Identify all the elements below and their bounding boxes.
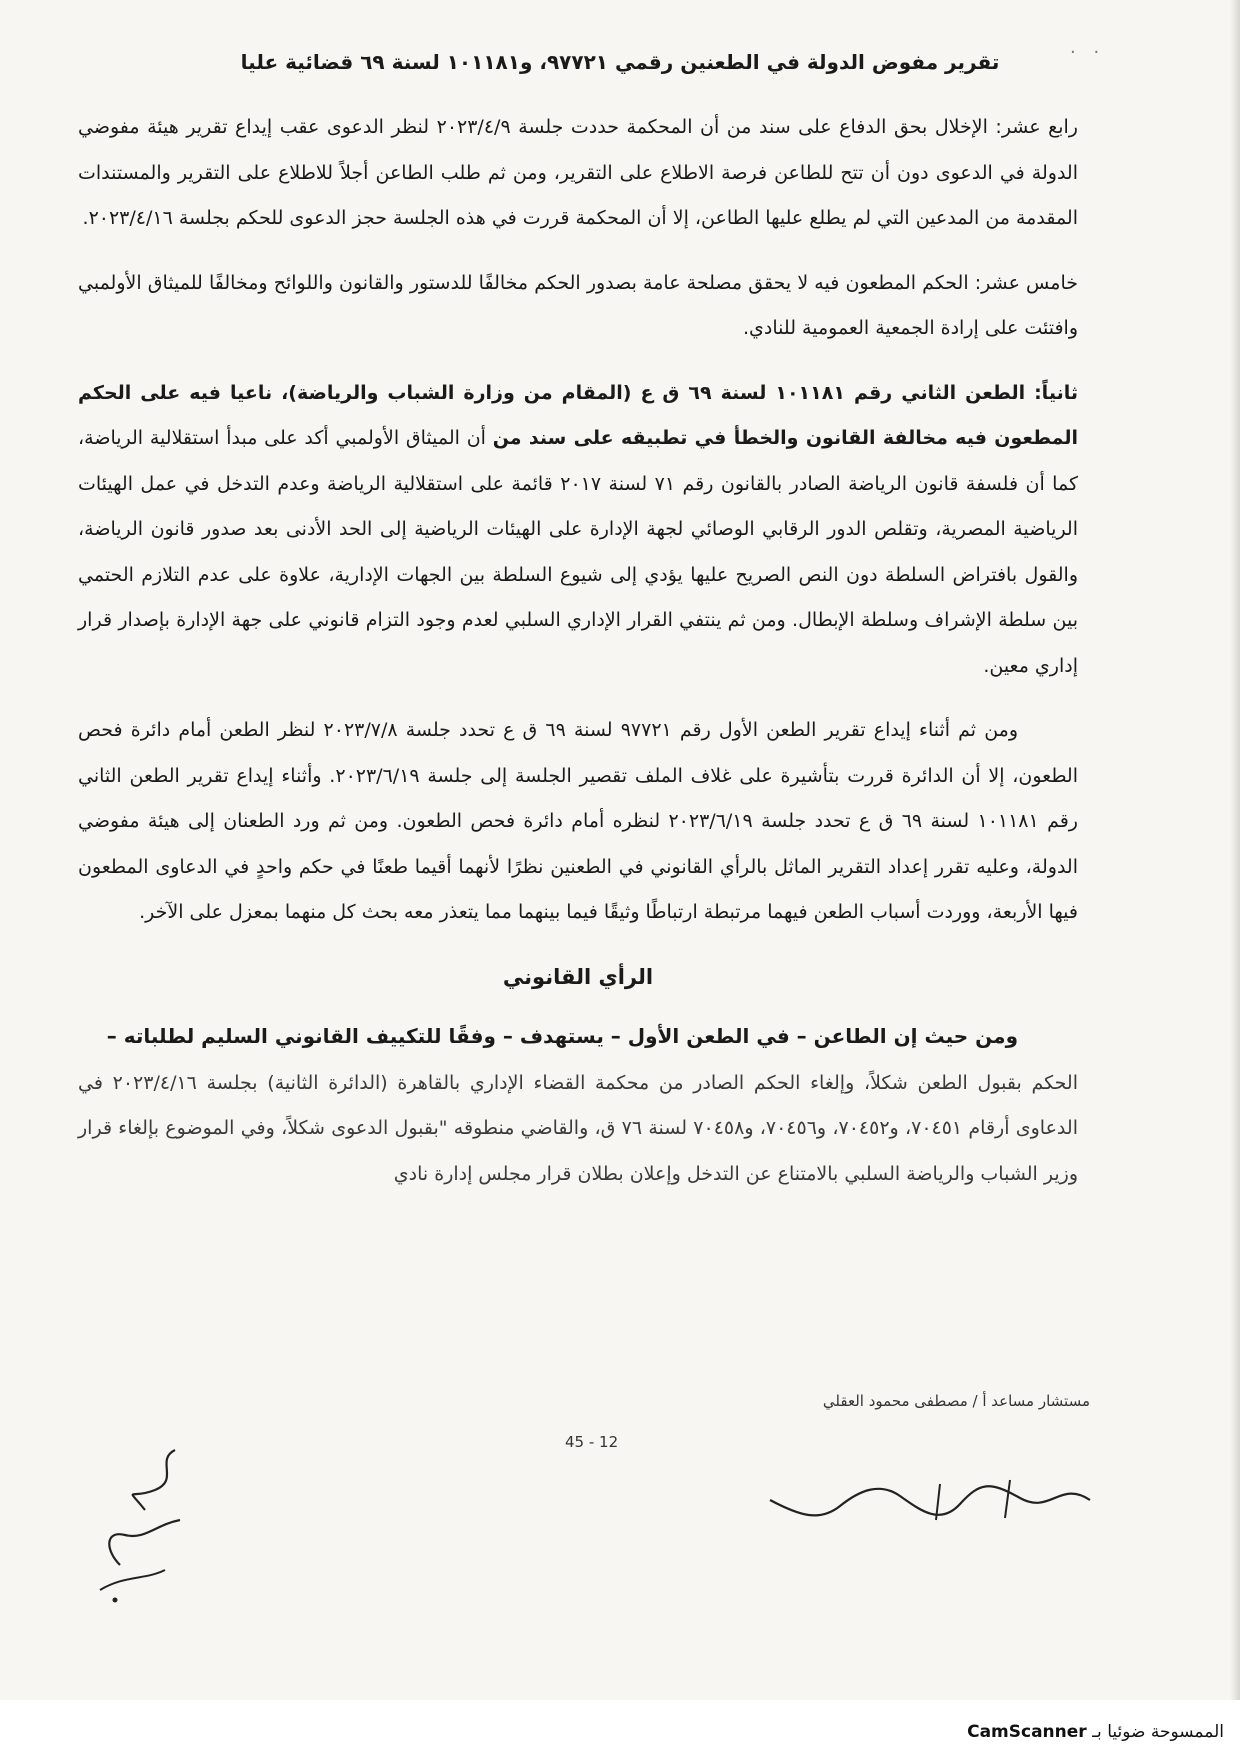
legal-opinion-text: الحكم بقبول الطعن شكلاً، وإلغاء الحكم الصادر من محكمة القضاء الإداري بالقاهرة (الدائرة الثانية) بجلسة ٢٠٢٣/٤/١٦ في الدعاوى أرقام ٧٠٤٥١، و٧٠٤٥٢، و٧٠٤٥٦، و٧٠٤٥٨ لسنة ٧٦ ق، والقاضي منطوقه "بقبول الدعوى شكلاً، وفي الموضوع بإلغاء قرار وزير الشباب والرياضة السلبي بالامتناع عن التدخل وإعلان بطلان قرار مجلس إدارة نادي: [78, 1071, 1078, 1185]
document-body: [78, 105, 1078, 1216]
paragraph-legal-opinion: [78, 1014, 1078, 1197]
page-number: 45 - 12: [565, 1433, 619, 1451]
paragraph-procedure: ومن ثم أثناء إيداع تقرير الطعن الأول رقم ٩٧٧٢١ لسنة ٦٩ ق ع تحدد جلسة ٢٠٢٣/٧/٨ لنظر الطعن أمام دائرة فحص الطعون، إلا أن الدائرة قررت بتأشيرة على غلاف الملف تقصير الجلسة إلى جلسة ٢٠٢٣/٦/١٩. وأثناء إيداع تقرير الطعن الثاني رقم ١٠١١٨١ لسنة ٦٩ ق ع تحدد جلسة ٢٠٢٣/٦/١٩ لنظره أمام دائرة فحص الطعون. ومن ثم ورد الطعنان إلى هيئة مفوضي الدولة، وعليه تقرر إعداد التقرير الماثل بالرأي القانوني في الطعنين نظرًا لأنهما أقيما طعنًا في حكم واحدٍ في الدعاوى المطعون فيها الأربعة، ووردت أسباب الطعن فيهما مرتبطة ارتباطًا وثيقًا فيما بينهما مما يتعذر معه بحث كل منهما بمعزل على الآخر.: [78, 719, 1079, 923]
second-appeal-bold-lead: ثانياً: الطعن الثاني رقم ١٠١١٨١ لسنة ٦٩ ق ع (المقام من وزارة الشباب والرياضة)، ناعيا فيه على الحكم المطعون فيه مخالفة القانون والخطأ في تطبيقه على سند من: [78, 381, 1078, 449]
paragraph-fifteenth: خامس عشر: الحكم المطعون فيه لا يحقق مصلحة عامة بصدور الحكم مخالفًا للدستور والقانون واللوائح ومخالفًا للميثاق الأولمبي وافتئت على إرادة الجمعية العمومية للنادي.: [78, 271, 1078, 339]
legal-opinion-bold-lead: ومن حيث إن الطاعن – في الطعن الأول – يستهدف – وفقًا للتكييف القانوني السليم لطلباته –: [106, 1024, 1018, 1048]
paragraph-second-appeal: [78, 371, 1078, 690]
second-appeal-text: أن الميثاق الأولمبي أكد على مبدأ استقلالية الرياضة، كما أن فلسفة قانون الرياضة الصادر بالقانون رقم ٧١ لسنة ٢٠١٧ قائمة على استقلالية الرياضة وعدم التدخل في عمل الهيئات الرياضية المصرية، وتقلص الدور الرقابي الوصائي لجهة الإدارة على الهيئات الرياضية إلى الحد الأدنى بعد صدور قانون الرياضة، والقول بافتراض السلطة دون النص الصريح عليها يؤدي إلى شيوع السلطة بين الجهات الإدارية، علاوة على عدم التلازم الحتمي بين سلطة الإشراف وسلطة الإبطال. ومن ثم ينتفي القرار الإداري السلبي لعدم وجود التزام قانوني على جهة الإدارة بإصدار قرار إداري معين.: [78, 427, 1078, 677]
handwritten-signature-right: [760, 1470, 1100, 1530]
camscanner-watermark: [967, 1722, 1224, 1742]
paragraph-fourteenth: رابع عشر: الإخلال بحق الدفاع على سند من أن المحكمة حددت جلسة ٢٠٢٣/٤/٩ لنظر الدعوى عقب إيداع تقرير هيئة مفوضي الدولة في الدعوى دون أن تتح للطاعن فرصة الاطلاع على التقرير، ومن ثم طلب الطاعن أجلاً للاطلاع على التقرير والمستندات المقدمة من المدعين التي لم يطلع عليها الطاعن، إلا أن المحكمة قررت في هذه الجلسة حجز الدعوى للحكم بجلسة ٢٠٢٣/٤/١٦.: [78, 116, 1078, 229]
page-edge-shadow: [1230, 0, 1240, 1700]
page-header: تقرير مفوض الدولة في الطعنين رقمي ٩٧٧٢١، و١٠١١٨١ لسنة ٦٩ قضائية عليا: [240, 50, 1000, 74]
signatory-name: مستشار مساعد أ / مصطفى محمود العقلي: [822, 1392, 1090, 1410]
section-title-legal-opinion: الرأي القانوني: [502, 964, 654, 989]
handwritten-initials-left: [85, 1430, 195, 1610]
camscanner-brand: CamScanner: [967, 1722, 1087, 1742]
scan-noise-dots: · ·: [1070, 42, 1106, 63]
camscanner-prefix: الممسوحة ضوئيا بـ: [1092, 1722, 1224, 1742]
